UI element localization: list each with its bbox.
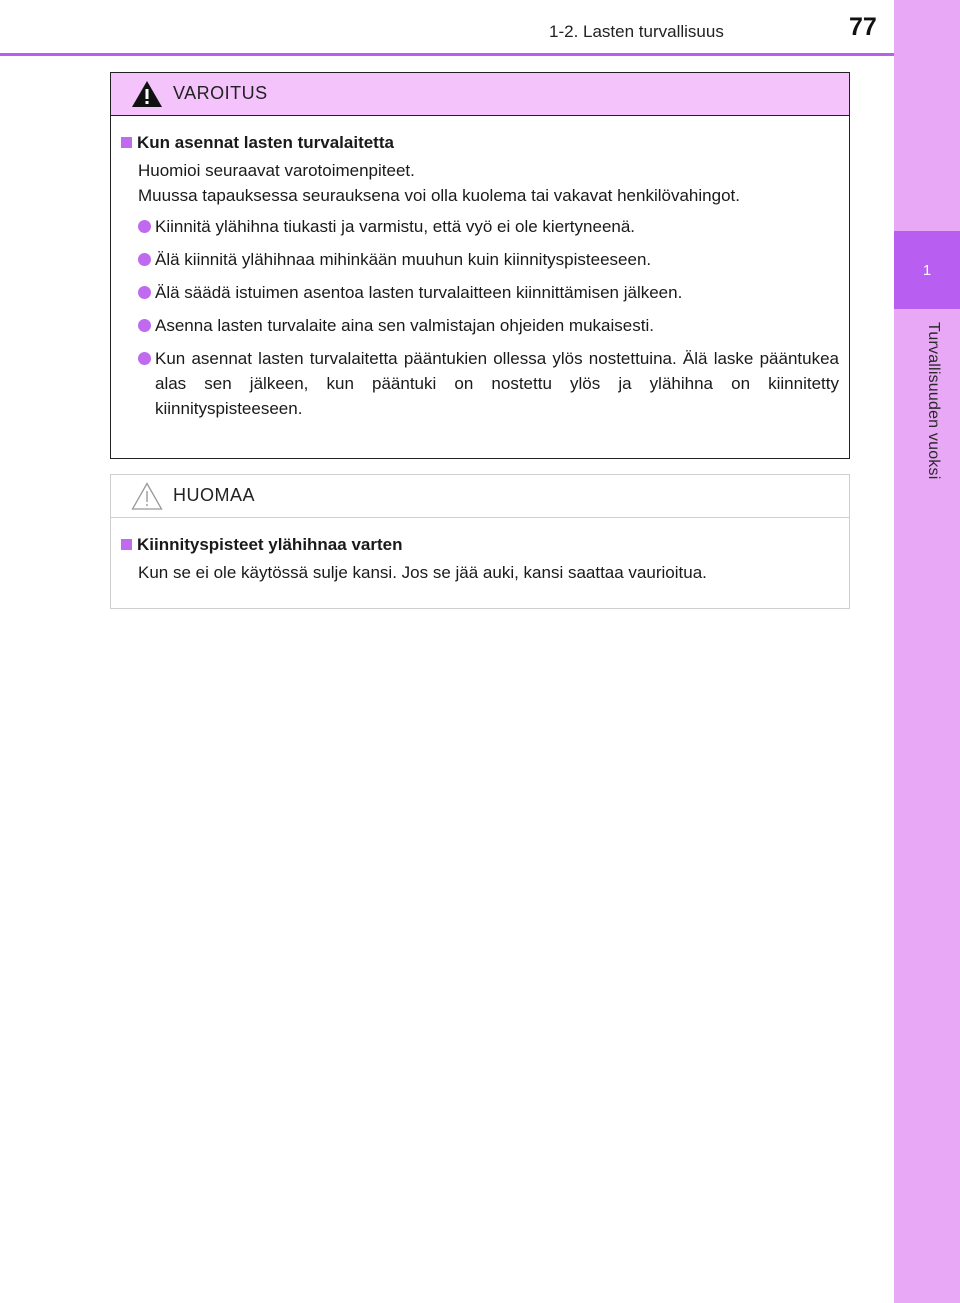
warning-body bbox=[111, 116, 849, 421]
page-number: 77 bbox=[849, 13, 877, 41]
notice-text: Kun se ei ole käytössä sulje kansi. Jos se jää auki, kansi saattaa vaurioitua. bbox=[138, 563, 707, 582]
list-item-text: Asenna lasten turvalaite aina sen valmistajan ohjeiden mukaisesti. bbox=[155, 316, 654, 335]
list-item bbox=[138, 280, 839, 305]
warning-intro bbox=[120, 158, 839, 208]
list-item bbox=[138, 313, 839, 338]
notice-label: HUOMAA bbox=[173, 485, 256, 505]
warning-box bbox=[110, 72, 850, 459]
notice-box bbox=[110, 474, 850, 609]
chapter-sidebar bbox=[894, 0, 960, 1303]
list-item-text: Kun asennat lasten turvalaitetta pääntukien ollessa ylös nostettuina. Älä laske pääntukea alas sen jälkeen, kun pääntuki on nostettu ylös ja ylähihna on kiinnitetty kiinnityspisteeseen. bbox=[155, 349, 839, 418]
list-item bbox=[138, 214, 839, 239]
list-item-text: Älä säädä istuimen asentoa lasten turvalaitteen kiinnittämisen jälkeen. bbox=[155, 283, 683, 302]
circle-bullet-icon bbox=[138, 352, 151, 365]
notice-header bbox=[111, 475, 849, 518]
warning-section-title: Kun asennat lasten turvalaitetta bbox=[137, 133, 394, 152]
chapter-tab[interactable] bbox=[894, 231, 960, 309]
chapter-title: Turvallisuuden vuoksi bbox=[925, 322, 942, 480]
notice-section-heading bbox=[120, 532, 839, 557]
warning-triangle-icon bbox=[131, 80, 163, 108]
warning-section-heading bbox=[120, 130, 839, 155]
warning-label: VAROITUS bbox=[173, 83, 268, 103]
circle-bullet-icon bbox=[138, 220, 151, 233]
circle-bullet-icon bbox=[138, 286, 151, 299]
notice-body bbox=[111, 518, 849, 585]
list-item-text: Älä kiinnitä ylähihnaa mihinkään muuhun kuin kiinnityspisteeseen. bbox=[155, 250, 652, 269]
warning-header bbox=[111, 73, 849, 116]
header-section-title: 1-2. Lasten turvallisuus bbox=[549, 22, 724, 41]
chapter-tab-number: 1 bbox=[922, 261, 932, 279]
header-divider bbox=[0, 53, 894, 56]
list-item-text: Kiinnitä ylähihna tiukasti ja varmistu, että vyö ei ole kiertyneenä. bbox=[155, 217, 636, 236]
list-item bbox=[138, 346, 839, 421]
circle-bullet-icon bbox=[138, 319, 151, 332]
list-item bbox=[138, 247, 839, 272]
warning-intro-line: Muussa tapauksessa seurauksena voi olla kuolema tai vakavat henkilövahingot. bbox=[138, 186, 740, 205]
square-bullet-icon bbox=[121, 539, 132, 550]
warning-intro-line: Huomioi seuraavat varotoimenpiteet. bbox=[138, 161, 415, 180]
warning-bullet-list bbox=[120, 214, 839, 421]
notice-section-title: Kiinnityspisteet ylähihnaa varten bbox=[137, 535, 403, 554]
circle-bullet-icon bbox=[138, 253, 151, 266]
caution-triangle-icon bbox=[131, 482, 163, 510]
square-bullet-icon bbox=[121, 137, 132, 148]
